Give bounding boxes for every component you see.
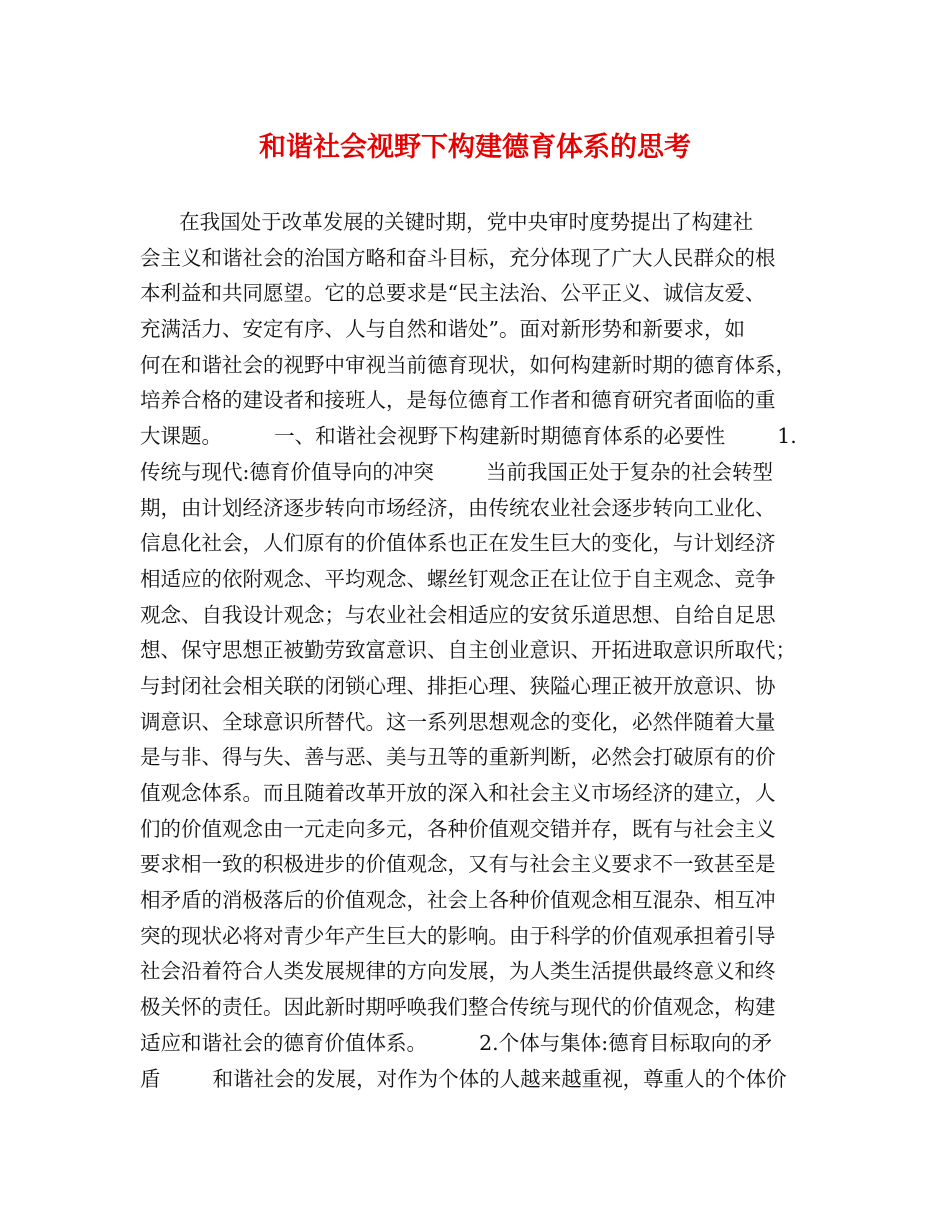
body-text-line: 社会沿着符合人类发展规律的方向发展，为人类生活提供最终意义和终 [140, 959, 776, 984]
body-text-line: 相适应的依附观念、平均观念、螺丝钉观念正在让位于自主观念、竞争 [140, 566, 776, 591]
body-text-line: 大课题。 一、和谐社会视野下构建新时期德育体系的必要性 1. [140, 424, 797, 449]
body-text-line: 极关怀的责任。因此新时期呼唤我们整合传统与现代的价值观念，构建 [140, 995, 776, 1020]
body-text-line: 期，由计划经济逐步转向市场经济，由传统农业社会逐步转向工业化、 [140, 495, 776, 520]
body-text-line: 适应和谐社会的德育价值体系。 2.个体与集体:德育目标取向的矛 [140, 1030, 773, 1055]
body-text-line: 培养合格的建设者和接班人，是每位德育工作者和德育研究者面临的重 [140, 388, 776, 413]
body-text-line: 想、保守思想正被勤劳致富意识、自主创业意识、开拓进取意识所取代； [140, 638, 796, 663]
body-text-line: 调意识、全球意识所替代。这一系列思想观念的变化，必然伴随着大量 [140, 709, 776, 734]
body-text-line: 们的价值观念由一元走向多元，各种价值观交错并存，既有与社会主义 [140, 816, 776, 841]
body-text-line: 何在和谐社会的视野中审视当前德育现状，如何构建新时期的德育体系， [140, 352, 796, 377]
body-text-line: 与封闭社会相关联的闭锁心理、排拒心理、狭隘心理正被开放意识、协 [140, 673, 776, 698]
body-text-line: 是与非、得与失、善与恶、美与丑等的重新判断，必然会打破原有的价 [140, 745, 776, 770]
body-text-line: 在我国处于改革发展的关键时期，党中央审时度势提出了构建社 [140, 210, 754, 234]
body-text-line: 值观念体系。而且随着改革开放的深入和社会主义市场经济的建立，人 [140, 781, 776, 805]
body-text-line: 会主义和谐社会的治国方略和奋斗目标，充分体现了广大人民群众的根 [140, 245, 776, 270]
body-text-line: 充满活力、安定有序、人与自然和谐处”。面对新形势和新要求，如 [140, 317, 745, 342]
body-text-line: 观念、自我设计观念；与农业社会相适应的安贫乐道思想、自给自足思 [140, 602, 776, 627]
body-text-line: 突的现状必将对青少年产生巨大的影响。由于科学的价值观承担着引导 [140, 923, 776, 948]
body-text-line: 信息化社会，人们原有的价值体系也正在发生巨大的变化，与计划经济 [140, 531, 776, 556]
body-text-line: 传统与现代:德育价值导向的冲突 当前我国正处于复杂的社会转型 [140, 459, 774, 484]
body-text-line: 相矛盾的消极落后的价值观念，社会上各种价值观念相互混杂、相互冲 [140, 888, 776, 913]
document-body [140, 205, 820, 1097]
document-title: 和谐社会视野下构建德育体系的思考 [259, 132, 691, 163]
body-text-line: 要求相一致的积极进步的价值观念，又有与社会主义要求不一致甚至是 [140, 852, 776, 877]
body-text-line: 本利益和共同愿望。它的总要求是“民主法治、公平正义、诚信友爱、 [140, 281, 766, 306]
body-text-line: 盾 和谐社会的发展，对作为个体的人越来越重视，尊重人的个体价 [140, 1066, 787, 1091]
